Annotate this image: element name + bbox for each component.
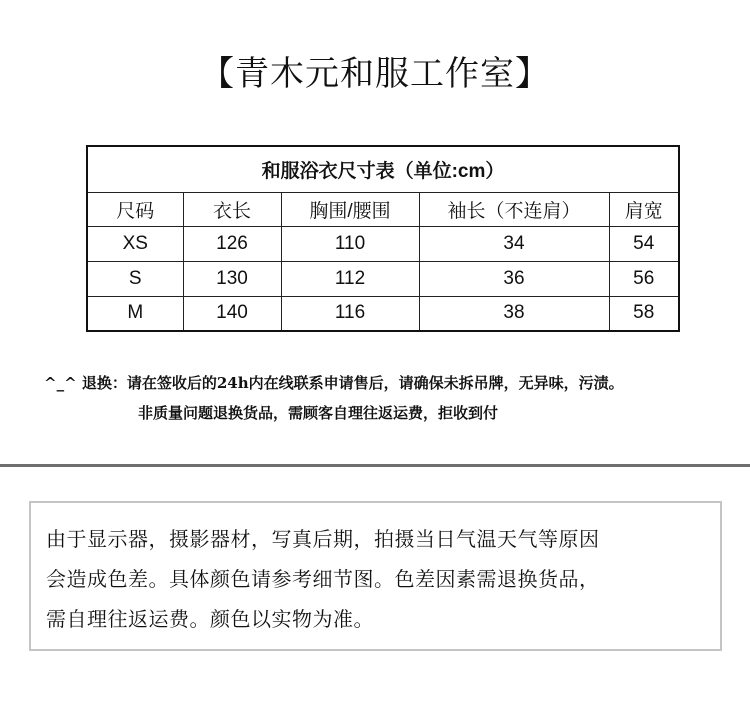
disclaimer-line-3: 需自理往返运费。颜色以实物为准。: [46, 607, 374, 631]
column-header-sleeve: 袖长（不连肩）: [419, 192, 609, 226]
table-header-row: [87, 192, 679, 226]
section-divider: [0, 464, 750, 467]
table-cell: 126: [183, 226, 281, 261]
table-row: [87, 296, 679, 331]
return-policy-line-2: 非质量问题退换货品，需顾客自理往返运费，拒收到付: [138, 404, 499, 422]
table-cell: 34: [419, 226, 609, 261]
table-cell: 140: [183, 296, 281, 331]
table-cell: 110: [281, 226, 419, 261]
table-caption: 和服浴衣尺寸表（单位:cm）: [87, 146, 679, 192]
color-disclaimer-box: [29, 501, 722, 651]
return-policy-line-1: ^_^ 退换：请在签收后的24h内在线联系申请售后，请确保未拆吊牌，无异味，污渍。: [44, 374, 624, 392]
table-row: [87, 261, 679, 296]
table-cell: 58: [609, 296, 679, 331]
table-cell: M: [87, 296, 183, 331]
disclaimer-line-2: 会造成色差。具体颜色请参考细节图。色差因素需退换货品，: [46, 567, 600, 591]
table-row: [87, 226, 679, 261]
column-header-shoulder: 肩宽: [609, 192, 679, 226]
table-caption-row: [87, 146, 679, 192]
table-cell: 56: [609, 261, 679, 296]
table-cell: 38: [419, 296, 609, 331]
column-header-size: 尺码: [87, 192, 183, 226]
table-cell: XS: [87, 226, 183, 261]
table-cell: 130: [183, 261, 281, 296]
disclaimer-line-1: 由于显示器，摄影器材，写真后期，拍摄当日气温天气等原因: [46, 527, 600, 551]
table-cell: 54: [609, 226, 679, 261]
table-cell: 112: [281, 261, 419, 296]
column-header-bust-waist: 胸围/腰围: [281, 192, 419, 226]
size-chart-table: [86, 145, 680, 332]
page-title: 【青木元和服工作室】: [200, 54, 550, 94]
table-cell: 116: [281, 296, 419, 331]
column-header-length: 衣长: [183, 192, 281, 226]
table-cell: 36: [419, 261, 609, 296]
table-cell: S: [87, 261, 183, 296]
